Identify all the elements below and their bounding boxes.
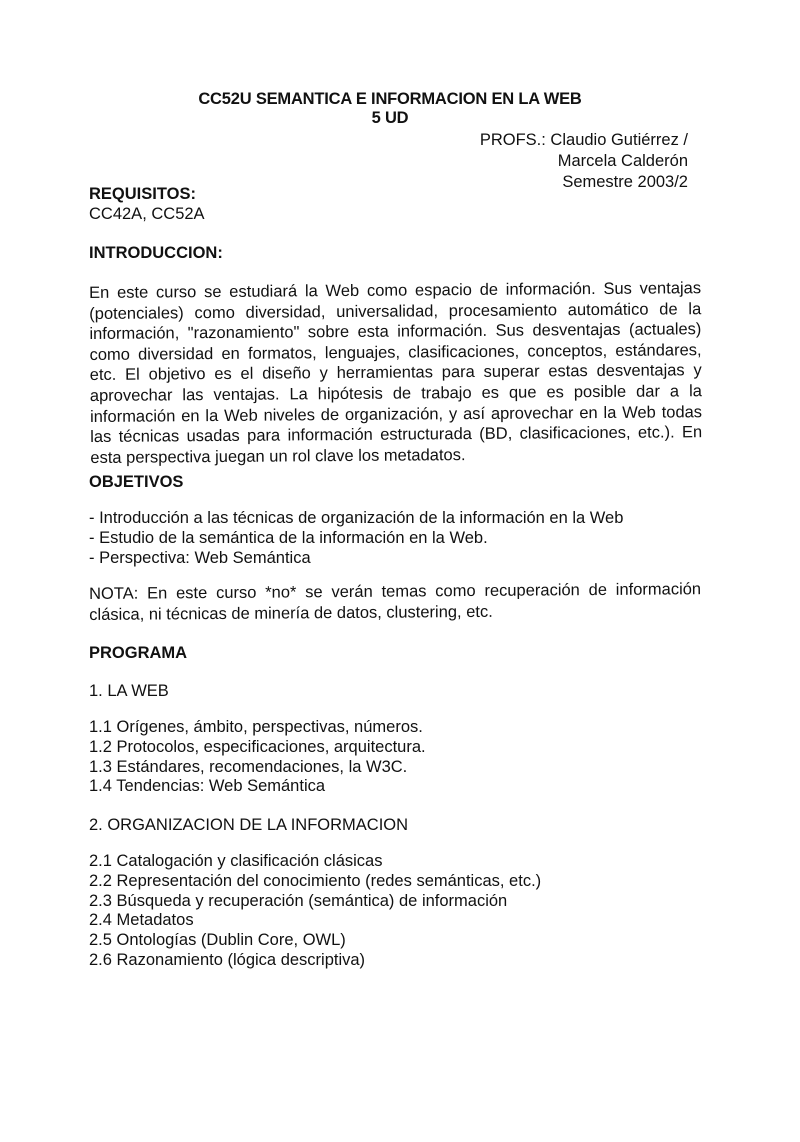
programa-item: 2.3 Búsqueda y recuperación (semántica) de información [89, 891, 508, 910]
requisitos-value: CC42A, CC52A [89, 205, 205, 223]
objetivos-heading: OBJETIVOS [89, 473, 184, 491]
programa-section-title: 1. LA WEB [89, 682, 169, 700]
professors-block [480, 130, 688, 193]
objetivo-item: - Perspectiva: Web Semántica [89, 548, 311, 567]
programa-item: 2.5 Ontologías (Dublin Core, OWL) [89, 931, 346, 950]
programa-item: 2.6 Razonamiento (lógica descriptiva) [89, 950, 366, 969]
introduccion-text: En este curso se estudiará la Web como espacio de información. Sus ventajas (potenciales) como diversidad, universalidad, procesamiento automático de la información, "razonamiento" sobre esta información. Sus desventajas (actuales) como diversidad en formatos, lenguajes, clasificaciones, conceptos, estándares, etc. El objetivo es el diseño y herramientas para superar estas desventajas y aprovechar las ventajas. La hipótesis de trabajo es que es posible dar a la información en la Web niveles de organización, y así aprovechar en la Web todas las técnicas usadas para información estructurada (BD, clasificaciones, etc.). En esta perspectiva juegan un rol clave los metadatos. [89, 279, 703, 467]
objetivo-item: - Estudio de la semántica de la información en la Web. [89, 528, 488, 547]
programa-item: 2.4 Metadatos [89, 911, 194, 930]
objetivos-list [89, 509, 623, 568]
programa-item: 2.2 Representación del conocimiento (redes semánticas, etc.) [89, 871, 542, 890]
objetivo-item: - Introducción a las técnicas de organización de la información en la Web [89, 509, 624, 527]
course-title: CC52U SEMANTICA E INFORMACION EN LA WEB [198, 90, 582, 108]
programa-heading: PROGRAMA [89, 644, 188, 662]
semester-line: Semestre 2003/2 [562, 173, 688, 191]
programa-item: 1.2 Protocolos, especificaciones, arquitectura. [89, 737, 426, 756]
professors-line: PROFS.: Claudio Gutiérrez / [479, 131, 688, 149]
programa-section-2-list [89, 852, 541, 971]
nota-text: NOTA: En este curso *no* se verán temas como recuperación de información clásica, ni técnicas de minería de datos, clustering, etc. [89, 580, 702, 624]
programa-item: 1.3 Estándares, recomendaciones, la W3C. [89, 757, 408, 776]
requisitos-heading: REQUISITOS: [89, 185, 196, 203]
programa-item: 1.1 Orígenes, ámbito, perspectivas, números. [89, 718, 423, 736]
programa-section-1-list [89, 718, 426, 797]
course-units: 5 UD [371, 109, 409, 127]
professors-line: Marcela Calderón [557, 152, 688, 170]
programa-item: 1.4 Tendencias: Web Semántica [89, 777, 326, 796]
introduccion-heading: INTRODUCCION: [89, 244, 223, 262]
programa-section-title: 2. ORGANIZACION DE LA INFORMACION [89, 816, 409, 834]
programa-item: 2.1 Catalogación y clasificación clásicas [89, 852, 383, 870]
